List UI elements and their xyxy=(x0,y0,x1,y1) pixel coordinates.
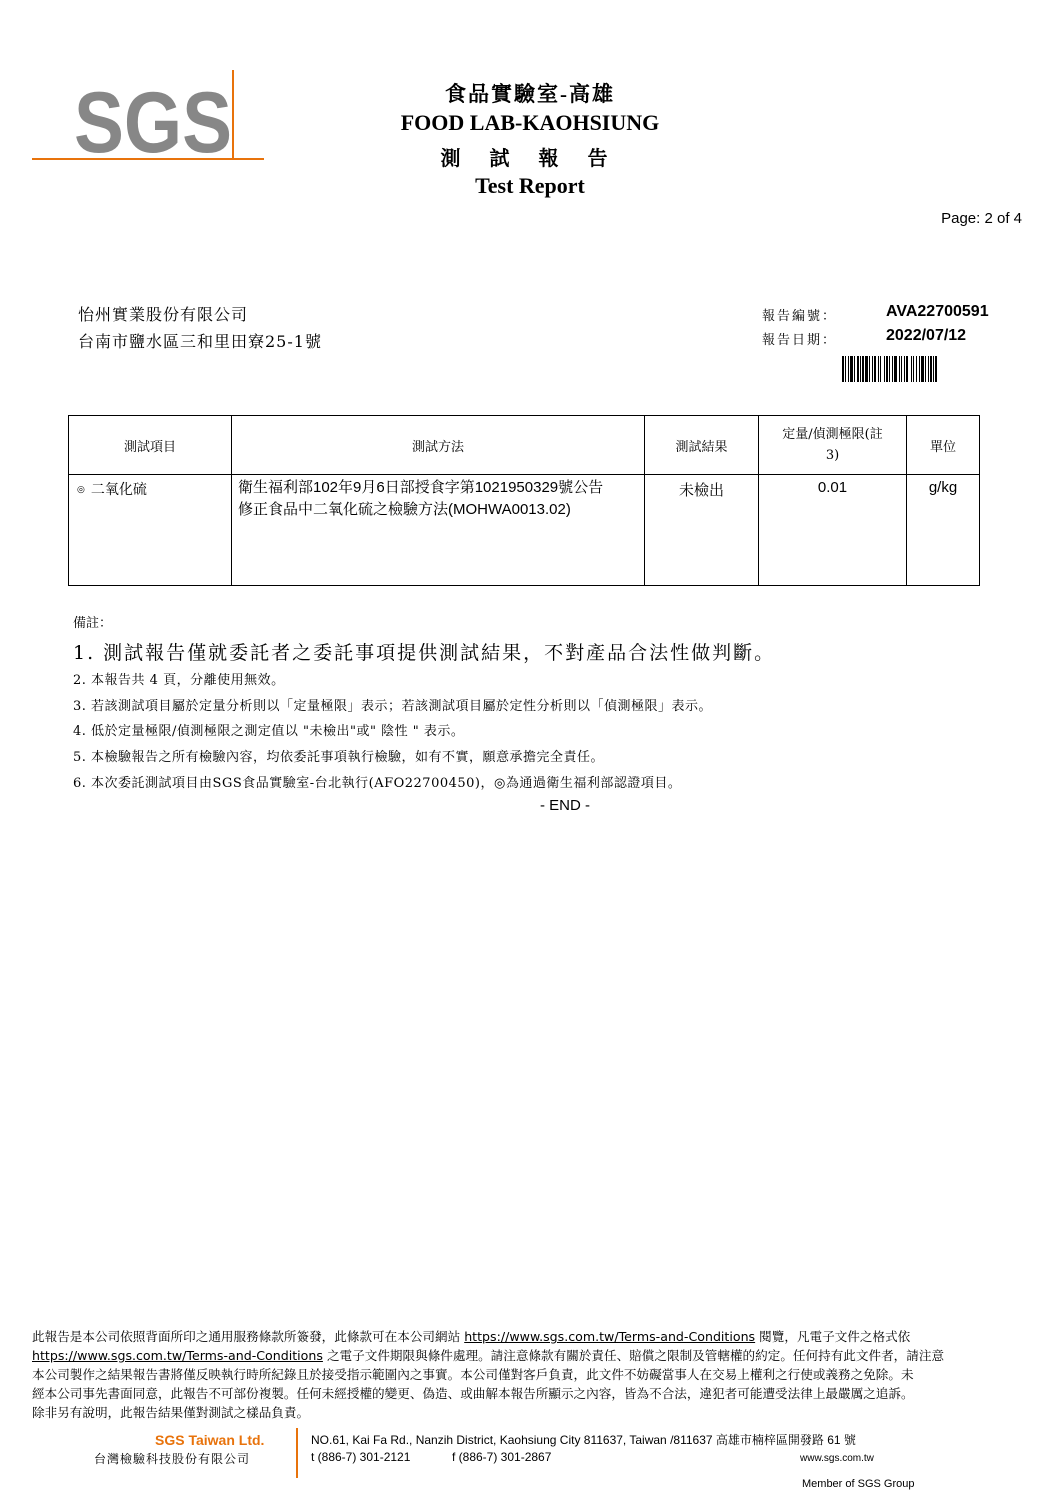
table-header-row xyxy=(69,416,980,475)
cell-limit: 0.01 xyxy=(759,475,907,586)
method-line-1: 衛生福利部102年9月6日部授食字第1021950329號公告 xyxy=(238,479,604,496)
cell-item xyxy=(69,475,232,586)
barcode-bar xyxy=(906,356,908,382)
note-item: 4. 低於定量極限/偵測極限之測定值以 "未檢出"或" 陰性 " 表示。 xyxy=(73,724,465,739)
header-item: 測試項目 xyxy=(69,416,232,475)
barcode-bar xyxy=(894,356,897,382)
barcode-bar xyxy=(872,356,873,382)
client-name: 怡州實業股份有限公司 xyxy=(78,305,249,324)
footer-divider xyxy=(296,1428,298,1478)
barcode-bar xyxy=(930,356,932,382)
barcode-bar xyxy=(880,356,881,382)
note-item: 3. 若該測試項目屬於定量分析則以「定量極限」表示；若該測試項目屬於定性分析則以「偵測極限」表示。 xyxy=(73,699,713,714)
barcode-bar xyxy=(862,356,864,382)
header-method: 測試方法 xyxy=(232,416,645,475)
barcode-bar xyxy=(935,356,937,382)
header-limit xyxy=(759,416,907,475)
barcode-bar xyxy=(892,356,893,382)
barcode-bar xyxy=(884,356,885,382)
barcode-bar xyxy=(865,356,868,382)
notes-title: 備註： xyxy=(73,616,113,631)
report-number-label: 報告編號： xyxy=(762,309,838,324)
barcode-bar xyxy=(933,356,934,382)
report-title-en: Test Report xyxy=(475,173,585,198)
disclaimer-line: https://www.sgs.com.tw/Terms-and-Conditions 之電子文件期限與條件處理。請注意條款有關於責任、賠償之限制及管轄權的約定。任何持有此文件者，請注意 xyxy=(32,1348,945,1363)
page-number: Page: 2 of 4 xyxy=(941,210,1022,227)
method-line-2: 修正食品中二氧化硫之檢驗方法(MOHWA0013.02) xyxy=(238,501,571,518)
cell-unit: g/kg xyxy=(907,475,980,586)
header-result: 測試結果 xyxy=(645,416,759,475)
report-date-label: 報告日期： xyxy=(762,333,838,348)
barcode-bar xyxy=(901,356,902,382)
table-row xyxy=(69,475,980,586)
barcode-bar xyxy=(845,356,846,382)
report-date: 2022/07/12 xyxy=(886,327,967,344)
logo-text: SGS xyxy=(74,75,232,162)
terms-link[interactable]: https://www.sgs.com.tw/Terms-and-Conditions xyxy=(32,1348,323,1363)
barcode-bar xyxy=(878,356,879,382)
barcode-bar xyxy=(889,356,890,382)
barcode-bar xyxy=(904,356,905,382)
note-item: 6. 本次委託測試項目由SGS食品實驗室-台北執行(AFO22700450)，◎為通過衛生福利部認證項目。 xyxy=(73,776,682,791)
company-address: NO.61, Kai Fa Rd., Nanzih District, Kaohsiung City 811637, Taiwan /811637 高雄市楠梓區開發路 61 號 xyxy=(311,1433,856,1447)
barcode-bar xyxy=(911,356,912,382)
lab-title-en: FOOD LAB-KAOHSIUNG xyxy=(400,110,660,135)
company-fax: f (886-7) 301-2867 xyxy=(452,1450,552,1464)
report-title-cn: 測 試 報 告 xyxy=(440,148,620,170)
company-phone: t (886-7) 301-2121 xyxy=(311,1450,411,1464)
sgs-logo xyxy=(32,70,264,162)
end-marker: - END - xyxy=(540,797,590,814)
item-name: 二氧化硫 xyxy=(90,482,147,498)
note-item: 1. 測試報告僅就委託者之委託事項提供測試結果，不對產品合法性做判斷。 xyxy=(73,642,776,664)
barcode-bar xyxy=(916,356,917,382)
barcode-bar xyxy=(848,356,849,382)
barcode-bar xyxy=(850,356,853,382)
note-item: 5. 本檢驗報告之所有檢驗內容，均依委託事項執行檢驗，如有不實，願意承擔完全責任。 xyxy=(73,750,605,765)
barcode-bar xyxy=(928,356,929,382)
note-item: 2. 本報告共 4 頁，分離使用無效。 xyxy=(73,673,285,688)
barcode-bar xyxy=(869,356,870,382)
header-unit: 單位 xyxy=(907,416,980,475)
barcode-bar xyxy=(925,356,926,382)
barcode-bar xyxy=(874,356,876,382)
report-number: AVA22700591 xyxy=(886,303,989,320)
barcode-bar xyxy=(913,356,914,382)
barcode-bar xyxy=(921,356,924,382)
results-table xyxy=(68,415,980,586)
disclaimer-line: 除非另有說明，此報告結果僅對測試之樣品負責。 xyxy=(32,1405,310,1420)
company-website[interactable]: www.sgs.com.tw xyxy=(800,1453,874,1464)
barcode-bar xyxy=(854,356,855,382)
barcode-bar xyxy=(919,356,920,382)
company-name-cn: 台灣檢驗科技股份有限公司 xyxy=(94,1452,251,1466)
barcode-bar xyxy=(857,356,859,382)
barcode-bar xyxy=(886,356,888,382)
company-name-en: SGS Taiwan Ltd. xyxy=(155,1432,265,1448)
lab-title-cn: 食品實驗室-高雄 xyxy=(445,82,615,106)
cell-method xyxy=(232,475,645,586)
header-limit-text: 定量/偵測極限(註3) xyxy=(782,427,883,463)
disclaimer-line: 本公司製作之結果報告書將僅反映執行時所紀錄且於接受指示範圍內之事實。本公司僅對客戶負責，此文件不妨礙當事人在交易上權利之行使或義務之免除。未 xyxy=(32,1367,914,1382)
client-address: 台南市鹽水區三和里田寮25-1號 xyxy=(78,332,322,351)
barcode-bar xyxy=(860,356,861,382)
cell-result: 未檢出 xyxy=(645,475,759,586)
disclaimer-line: 此報告是本公司依照背面所印之通用服務條款所簽發，此條款可在本公司網站 https://www.sgs.com.tw/Terms-and-Conditions 閱覽，凡電子文件之格式依 xyxy=(32,1329,911,1344)
barcode xyxy=(842,356,990,382)
member-of-group: Member of SGS Group xyxy=(802,1478,915,1490)
accredited-marker-icon: ◎ xyxy=(77,485,85,495)
barcode-bar xyxy=(899,356,900,382)
barcode-bar xyxy=(842,356,844,382)
terms-link[interactable]: https://www.sgs.com.tw/Terms-and-Conditions xyxy=(464,1329,756,1344)
disclaimer-line: 經本公司事先書面同意，此報告不可部份複製。任何未經授權的變更、偽造、或曲解本報告所顯示之內容，皆為不合法，違犯者可能遭受法律上最嚴厲之追訴。 xyxy=(32,1386,914,1401)
